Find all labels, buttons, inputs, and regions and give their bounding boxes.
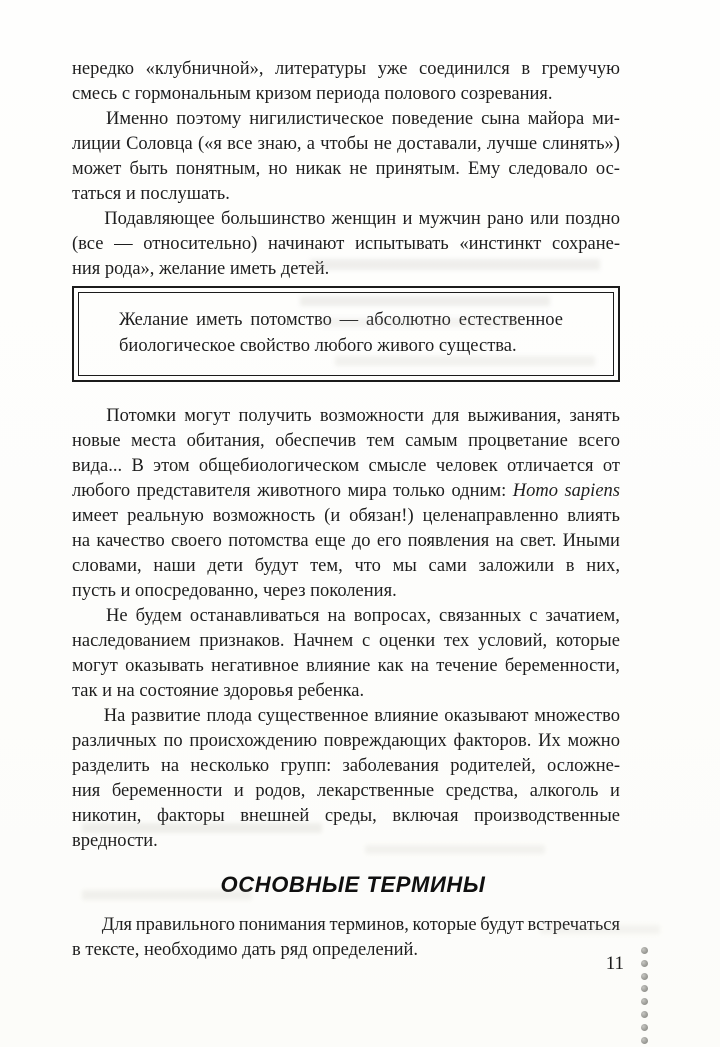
text-line: так и на состояние здоровья ребенка. <box>72 681 365 701</box>
text-line: новые места обитания, обеспечив тем самым процветание всего <box>72 431 620 451</box>
paragraph <box>72 404 620 604</box>
binding-dot <box>641 998 648 1005</box>
text-line: пусть и опосредованно, через поколения. <box>72 581 397 601</box>
text-line: биологическое свойство любого живого существа. <box>119 336 517 356</box>
text-line: ния рода», желание иметь детей. <box>72 259 330 279</box>
text-line: наследованием признаков. Начнем с оценки тех условий, которые <box>72 631 620 651</box>
binding-dot <box>641 985 648 992</box>
paragraph-indent <box>72 604 98 629</box>
binding-dots <box>641 947 648 1047</box>
paragraph-indent <box>72 913 98 938</box>
text-line: имеет реальную возможность (и обязан!) целенаправленно влиять <box>72 506 620 526</box>
text-line: ния беременности и родов, лекарственные средства, алкоголь и <box>72 781 620 801</box>
binding-dot <box>641 1037 648 1044</box>
text-line: словами, наши дети будут тем, что мы сами заложили в них, <box>72 556 620 576</box>
text-line: Потомки могут получить возможности для выживания, занять <box>72 404 620 429</box>
paragraph-indent <box>72 107 98 132</box>
text-line: На развитие плода существенное влияние оказывают множество <box>72 704 620 729</box>
binding-dot <box>641 960 648 967</box>
text-line: лиции Соловца («я все знаю, а чтобы не доставали, лучше слинять») <box>72 134 620 154</box>
binding-dot <box>641 1011 648 1018</box>
text-line: таться и послушать. <box>72 184 230 204</box>
paragraph-indent <box>72 704 98 729</box>
binding-dot <box>641 1024 648 1031</box>
binding-dot <box>641 973 648 980</box>
text-line: разделить на несколько групп: заболевания родителей, осложне- <box>72 756 620 776</box>
text-line: Для правильного понимания терминов, которые будут встречаться <box>72 913 620 938</box>
text-line: смесь с гормональным кризом периода полового созревания. <box>72 84 553 104</box>
text-line: Подавляющее большинство женщин и мужчин рано или поздно <box>72 207 620 232</box>
page-number: 11 <box>605 953 624 974</box>
text-line: могут оказывать негативное влияние как на течение беременности, <box>72 656 620 676</box>
paragraph <box>72 207 620 282</box>
text-line: на качество своего потомства еще до его появления на свет. Иными <box>72 531 620 551</box>
text-line: никотин, факторы внешней среды, включая производственные <box>72 806 620 826</box>
text-line: нередко «клубничной», литературы уже соединился в гремучую <box>72 59 620 79</box>
text-line: Именно поэтому нигилистическое поведение сына майора ми- <box>72 107 620 132</box>
text-line: (все — относительно) начинают испытывать «инстинкт сохране- <box>72 234 620 254</box>
text-line: различных по происхождению повреждающих факторов. Их можно <box>72 731 620 751</box>
paragraph <box>72 57 620 107</box>
paragraph <box>72 107 620 207</box>
bleed-through-artifact <box>82 890 252 900</box>
bleed-through-artifact <box>310 259 600 270</box>
bleed-through-artifact <box>335 356 595 366</box>
section-heading: ОСНОВНЫЕ ТЕРМИНЫ <box>220 872 486 897</box>
bleed-through-artifact <box>540 925 660 934</box>
binding-dot <box>641 947 648 954</box>
paragraph <box>72 913 620 963</box>
bleed-through-artifact <box>320 318 520 327</box>
bleed-through-artifact <box>82 823 322 833</box>
text-line: вредности. <box>72 831 158 851</box>
text-line: любого представителя животного мира только одним: Homo sapiens <box>72 481 620 501</box>
text-line: Желание иметь потомство — абсолютно естественное <box>119 310 563 330</box>
text-line: в тексте, необходимо дать ряд определений. <box>72 940 419 960</box>
bleed-through-artifact <box>365 845 545 854</box>
paragraph <box>72 604 620 704</box>
paragraph-indent <box>72 207 98 232</box>
text-line: Не будем останавливаться на вопросах, связанных с зачатием, <box>72 604 620 629</box>
paragraph-indent <box>72 404 98 429</box>
text-line: может быть понятным, но никак не принятым. Ему следовало ос- <box>72 159 620 179</box>
bleed-through-artifact <box>300 296 550 306</box>
text-line: вида... В этом общебиологическом смысле человек отличается от <box>72 456 620 476</box>
